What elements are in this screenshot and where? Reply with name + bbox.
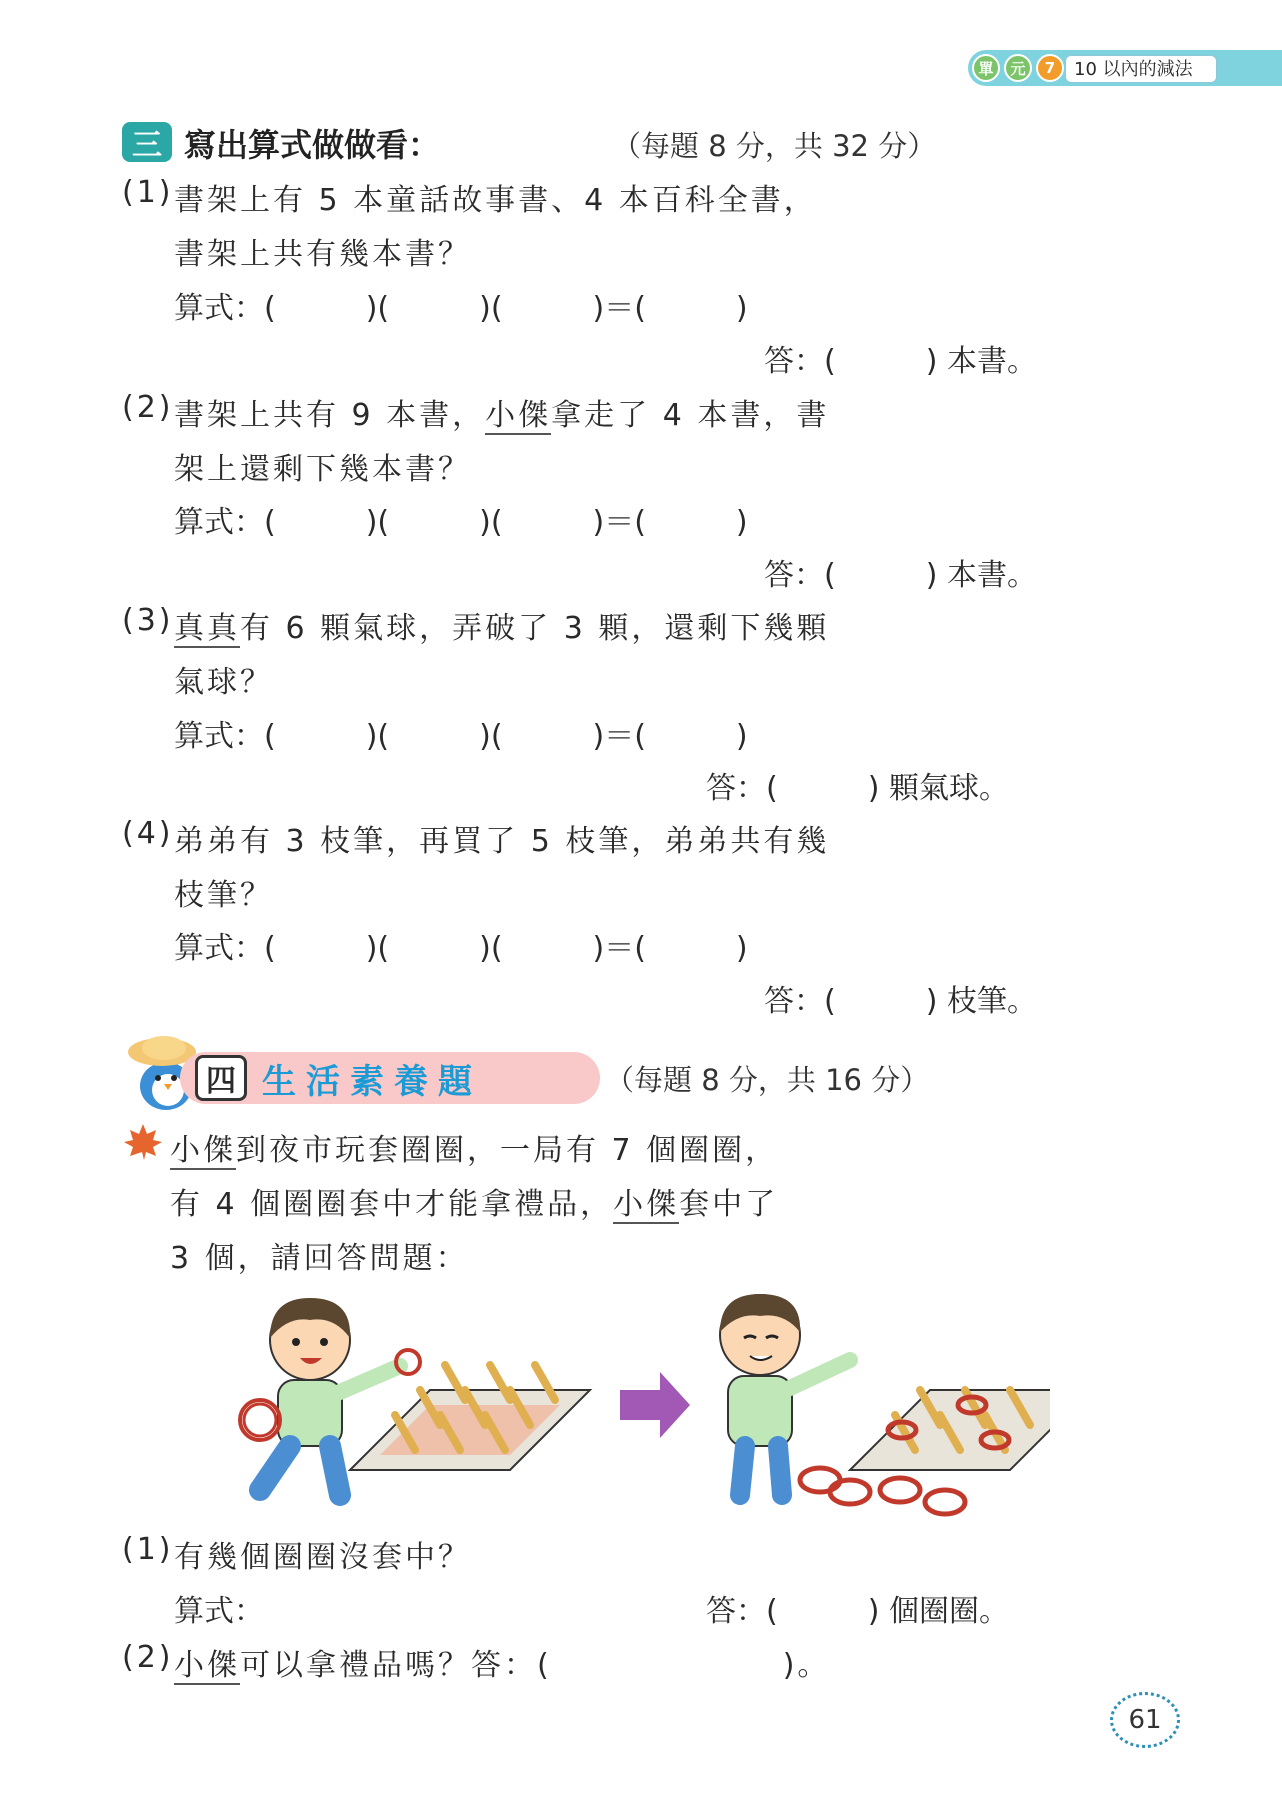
unit-char-1: 單 <box>972 54 1000 82</box>
s4-q2-text: 可以拿禮品嗎？答：( )。 <box>240 1648 831 1683</box>
q1-answer[interactable]: 答：( ) 本書。 <box>764 344 1037 379</box>
name-xiaojie: 小傑 <box>170 1133 236 1168</box>
section3-title: 寫出算式做做看： <box>184 126 441 164</box>
section4-badge: 四 <box>195 1055 247 1101</box>
unit-badges <box>972 53 1064 83</box>
s4-q1-text: 有幾個圈圈沒套中？ <box>174 1540 471 1575</box>
section4-score: （每題 8 分，共 16 分） <box>605 1063 930 1097</box>
q2-line1-b: 拿走了 4 本書，書 <box>551 398 830 433</box>
maple-leaf-icon <box>122 1122 164 1162</box>
q2-number: (2) <box>122 390 174 425</box>
ring-toss-illustration <box>230 1280 1050 1530</box>
intro-line2 <box>170 1179 778 1223</box>
s4-q1-number: (1) <box>122 1532 174 1567</box>
q1-line1: 書架上有 5 本童話故事書、4 本百科全書， <box>174 183 817 218</box>
name-zhenzhen: 真真 <box>174 611 240 646</box>
q3-number: (3) <box>122 603 174 638</box>
q1-line2: 書架上共有幾本書？ <box>174 237 471 272</box>
s4-q1-answer[interactable]: 答：( ) 個圈圈。 <box>706 1594 1009 1629</box>
q3-line2: 氣球？ <box>174 665 273 700</box>
intro-line2-a: 有 4 個圈圈套中才能拿禮品， <box>170 1187 614 1222</box>
name-xiaojie: 小傑 <box>613 1187 680 1222</box>
arrow-right-icon <box>620 1372 690 1438</box>
q2-line1-a: 書架上共有 9 本書， <box>174 398 486 433</box>
intro-line3: 3 個，請回答問題： <box>170 1241 469 1276</box>
q2-line2: 架上還剩下幾本書？ <box>174 452 471 487</box>
q4-line1: 弟弟有 3 枝筆，再買了 5 枝筆，弟弟共有幾 <box>174 824 830 859</box>
s4-q2-line[interactable] <box>174 1640 830 1684</box>
unit-char-2: 元 <box>1004 54 1032 82</box>
s4-q1-formula[interactable]: 算式： <box>174 1594 264 1629</box>
intro-line1-b: 到夜市玩套圈圈，一局有 7 個圈圈， <box>236 1133 779 1168</box>
q1-formula[interactable]: 算式：( )( )( )＝( ) <box>174 291 748 326</box>
s4-q2-number: (2) <box>122 1640 174 1675</box>
q2-formula[interactable]: 算式：( )( )( )＝( ) <box>174 505 748 540</box>
name-xiaojie: 小傑 <box>174 1648 240 1683</box>
q3-formula[interactable]: 算式：( )( )( )＝( ) <box>174 719 748 754</box>
unit-number: 7 <box>1036 54 1064 82</box>
q4-number: (4) <box>122 816 174 851</box>
q4-line2: 枝筆？ <box>174 878 273 913</box>
section4-title: 生活素養題 <box>262 1062 482 1102</box>
q4-formula[interactable]: 算式：( )( )( )＝( ) <box>174 931 748 966</box>
q4-answer[interactable]: 答：( ) 枝筆。 <box>764 984 1037 1019</box>
section3-badge: 三 <box>122 122 172 162</box>
section3-score: （每題 8 分，共 32 分） <box>612 129 937 163</box>
boy-standing <box>720 1294 850 1495</box>
intro-line2-b: 套中了 <box>679 1187 779 1222</box>
unit-title: 10 以內的減法 <box>1065 55 1217 83</box>
q2-line1 <box>174 390 829 434</box>
peg-board-2 <box>800 1390 1050 1514</box>
name-xiaojie: 小傑 <box>485 398 552 433</box>
q3-line1 <box>174 603 829 647</box>
intro-line1 <box>170 1125 778 1169</box>
q2-answer[interactable]: 答：( ) 本書。 <box>764 558 1037 593</box>
page-number: 61 <box>1110 1692 1180 1748</box>
q1-number: (1) <box>122 175 174 210</box>
q3-line1-b: 有 6 顆氣球，弄破了 3 顆，還剩下幾顆 <box>240 611 830 646</box>
q3-answer[interactable]: 答：( ) 顆氣球。 <box>706 771 1009 806</box>
